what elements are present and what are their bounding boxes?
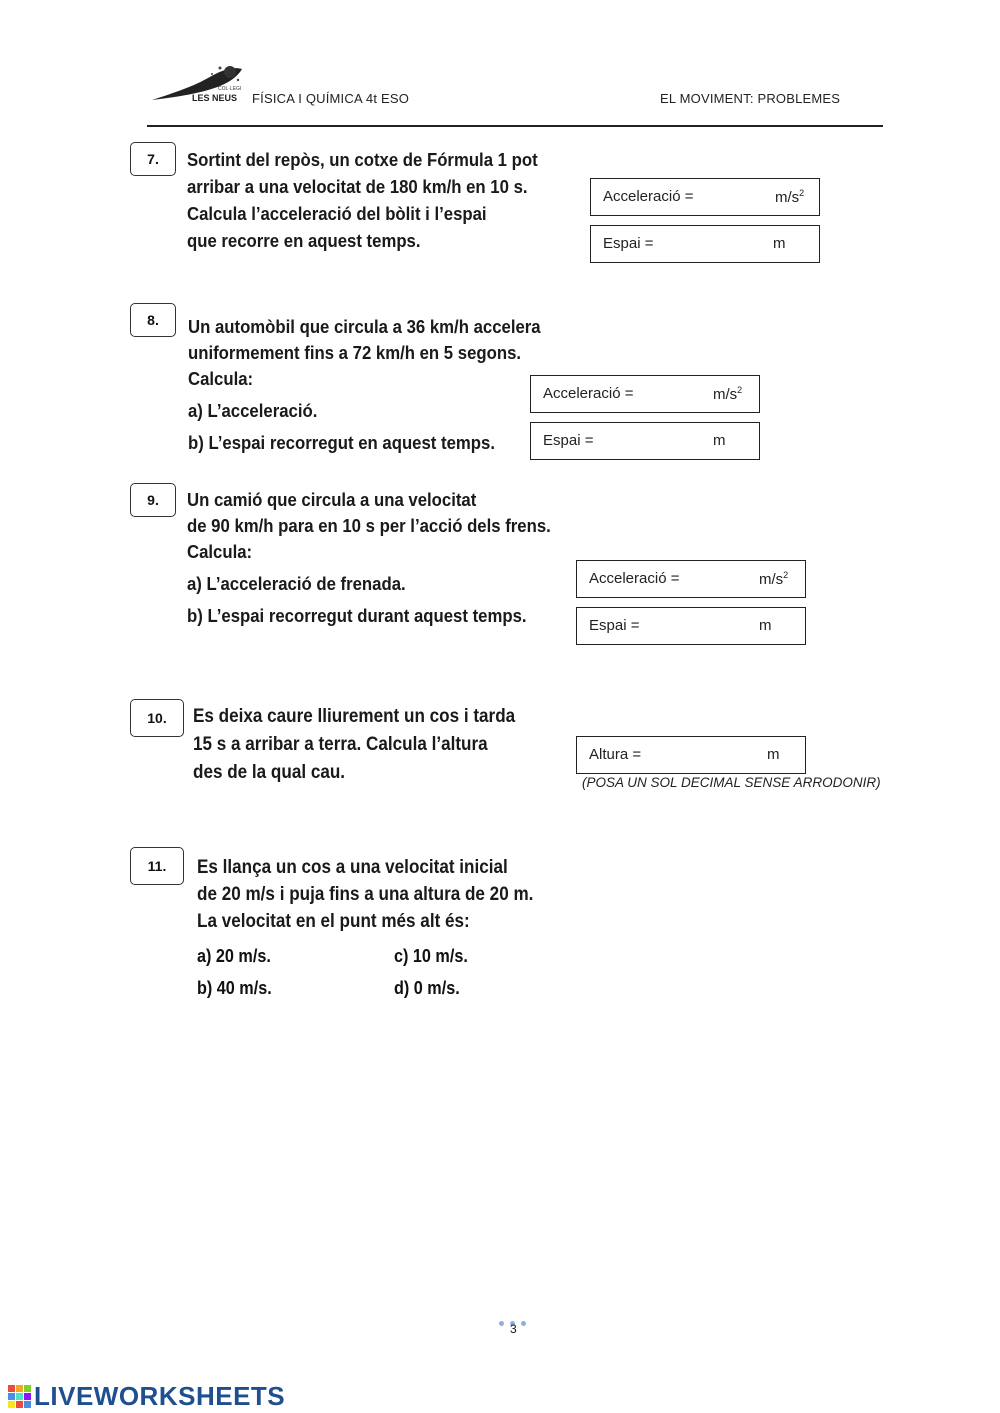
statement-line: Un camió que circula a una velocitat xyxy=(187,490,477,510)
rounding-note: (POSA UN SOL DECIMAL SENSE ARRODONIR) xyxy=(582,775,881,790)
topic-title: EL MOVIMENT: PROBLEMES xyxy=(660,91,841,106)
statement-line: des de la qual cau. xyxy=(193,762,346,783)
options-right xyxy=(394,940,468,1004)
acceleration-answer-field[interactable] xyxy=(530,375,760,413)
field-unit: m xyxy=(759,617,772,634)
distance-answer-field[interactable] xyxy=(590,225,820,263)
option-b[interactable]: b) 40 m/s. xyxy=(197,978,272,998)
statement-line: 15 s a arribar a terra. Calcula l’altura xyxy=(193,734,488,755)
problem-8-statement xyxy=(188,314,541,456)
acceleration-answer-field[interactable] xyxy=(576,560,806,598)
statement-line: a) L’acceleració de frenada. xyxy=(187,574,406,594)
field-label: Espai = xyxy=(589,617,640,634)
school-name: LES NEUS xyxy=(192,93,238,103)
statement-line: Es deixa caure lliurement un cos i tarda xyxy=(193,706,516,727)
problem-9-statement xyxy=(187,487,551,629)
option-a[interactable]: a) 20 m/s. xyxy=(197,946,271,966)
field-label: Espai = xyxy=(543,432,594,449)
liveworksheets-logo xyxy=(8,1381,285,1412)
problem-9-number: 9. xyxy=(130,483,176,517)
header-divider xyxy=(147,125,883,127)
dot-icon xyxy=(499,1321,504,1326)
statement-line: La velocitat en el punt més alt és: xyxy=(197,911,470,932)
problem-10-number: 10. xyxy=(130,699,184,737)
brand-name: LIVEWORKSHEETS xyxy=(34,1381,286,1411)
statement-line: Calcula l’acceleració del bòlit i l’espai xyxy=(187,204,487,224)
statement-line: de 90 km/h para en 10 s per l’acció dels frens. xyxy=(187,516,551,536)
statement-line: Calcula: xyxy=(187,542,253,562)
problem-11-number: 11. xyxy=(130,847,184,885)
option-c[interactable]: c) 10 m/s. xyxy=(394,946,468,966)
problem-11-statement xyxy=(197,854,533,935)
statement-line: a) L’acceleració. xyxy=(188,401,318,421)
options-left xyxy=(197,940,272,1004)
field-unit: $m/s^2$ xyxy=(775,188,805,206)
field-unit: m xyxy=(773,235,786,252)
page-number: 3 xyxy=(510,1322,517,1336)
statement-line: que recorre en aquest temps. xyxy=(187,231,421,251)
field-label: Acceleració = xyxy=(589,570,680,587)
statement-line: Un automòbil que circula a 36 km/h accelera xyxy=(188,317,541,337)
statement-line: de 20 m/s i puja fins a una altura de 20 m. xyxy=(197,884,534,905)
field-label: Altura = xyxy=(589,746,642,763)
statement-line: arribar a una velocitat de 180 km/h en 10 s. xyxy=(187,177,528,197)
statement-line: Es llança un cos a una velocitat inicial xyxy=(197,857,508,878)
height-answer-field[interactable] xyxy=(576,736,806,774)
distance-answer-field[interactable] xyxy=(530,422,760,460)
distance-answer-field[interactable] xyxy=(576,607,806,645)
statement-line: b) L’espai recorregut durant aquest temps. xyxy=(187,606,527,626)
subject-title: FÍSICA I QUÍMICA 4t ESO xyxy=(252,91,410,106)
option-d[interactable]: d) 0 m/s. xyxy=(394,978,460,998)
school-name-small: COL·LEGI xyxy=(218,86,242,92)
statement-line: Calcula: xyxy=(188,369,254,389)
problem-7-number: 7. xyxy=(130,142,176,176)
field-unit: $m/s^2$ xyxy=(759,570,789,588)
field-label: Acceleració = xyxy=(543,385,634,402)
dot-icon xyxy=(521,1321,526,1326)
field-unit: m xyxy=(713,432,726,449)
liveworksheets-grid-icon xyxy=(8,1385,32,1409)
statement-line: uniformement fins a 72 km/h en 5 segons. xyxy=(188,343,522,363)
statement-line: Sortint del repòs, un cotxe de Fórmula 1 pot xyxy=(187,150,538,170)
field-label: Espai = xyxy=(603,235,654,252)
acceleration-answer-field[interactable] xyxy=(590,178,820,216)
problem-8-number: 8. xyxy=(130,303,176,337)
field-label: Acceleració = xyxy=(603,188,694,205)
problem-10-statement xyxy=(193,703,515,787)
statement-line: b) L’espai recorregut en aquest temps. xyxy=(188,433,495,453)
problem-7-statement xyxy=(187,147,538,255)
field-unit: m xyxy=(767,746,780,763)
field-unit: $m/s^2$ xyxy=(713,385,743,403)
